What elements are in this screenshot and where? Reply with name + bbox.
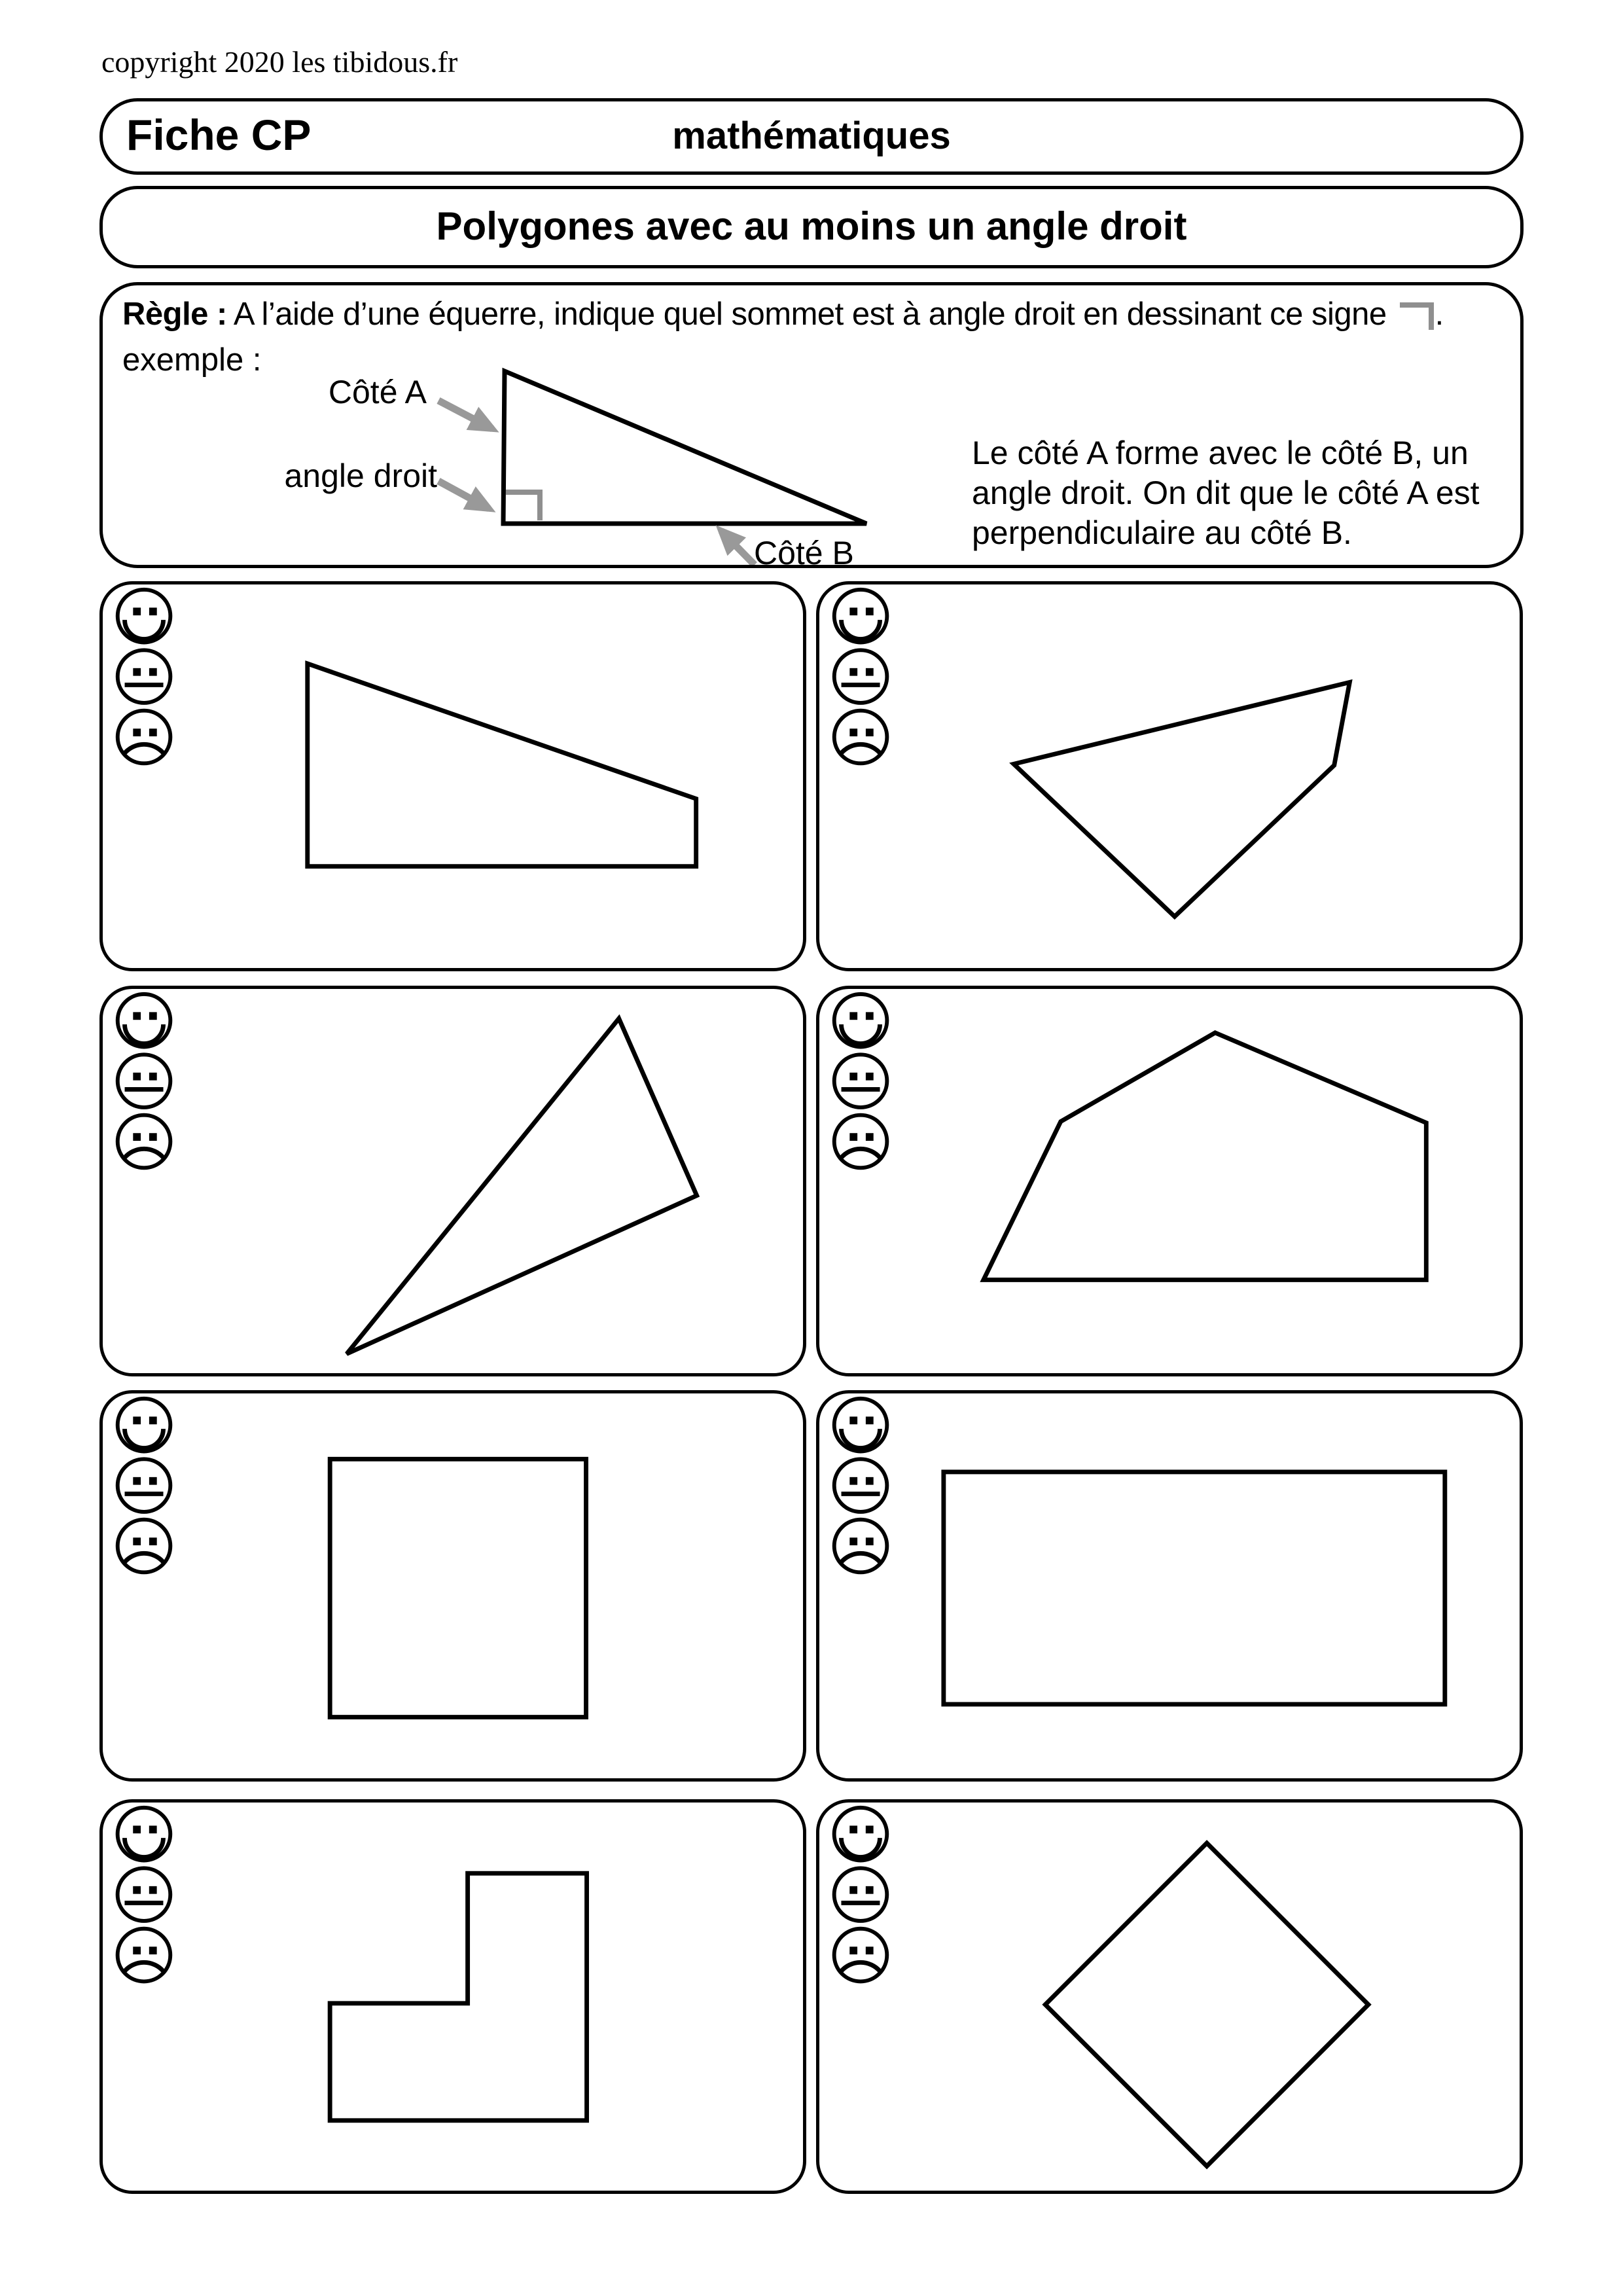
quadrilateral-shape <box>1014 682 1349 916</box>
rectangle-shape <box>944 1472 1445 1704</box>
rule-label: Règle : <box>122 296 227 332</box>
smiley-eye <box>849 728 857 736</box>
smiley-eye <box>866 607 874 615</box>
angle-droit-arrow-icon <box>438 481 489 509</box>
smiley-eye <box>849 1416 857 1424</box>
smile-mouth <box>125 620 164 639</box>
sad-smiley-icon <box>834 1520 887 1573</box>
page-title: Polygones avec au moins un angle droit <box>436 204 1187 249</box>
smiley-eye <box>149 1825 157 1833</box>
neutral-smiley-icon <box>834 1054 887 1107</box>
exercise-box-3 <box>99 986 806 1376</box>
happy-smiley-icon <box>834 1399 887 1452</box>
smiley-eye <box>866 1825 874 1833</box>
frown-mouth <box>125 1149 164 1157</box>
side-a-label: Côté A <box>328 374 427 410</box>
smiley-eye <box>133 1477 141 1485</box>
smiley-eye <box>849 1012 857 1020</box>
explanation-line-3: perpendiculaire au côté B. <box>972 514 1352 551</box>
smiley-eye <box>149 728 157 736</box>
frown-mouth <box>125 744 164 753</box>
smiley-eye <box>849 1477 857 1485</box>
subject-label: mathématiques <box>672 114 951 157</box>
title-box <box>99 186 1524 268</box>
sad-smiley-icon <box>834 1929 887 1982</box>
smiley-eye <box>849 1133 857 1141</box>
smiley-eye <box>866 1416 874 1424</box>
neutral-smiley-icon <box>118 1054 171 1107</box>
exercise-figure-8 <box>819 1803 1520 2191</box>
smiley-eye <box>866 1946 874 1954</box>
cote-a-arrow-icon <box>438 401 492 429</box>
smiley-eye <box>866 1012 874 1020</box>
smiley-eye <box>149 1416 157 1424</box>
smiley-eye <box>866 1073 874 1081</box>
smiley-eye <box>133 1133 141 1141</box>
smiley-eye <box>149 1886 157 1894</box>
smile-mouth <box>125 1429 164 1448</box>
neutral-smiley-icon <box>834 1459 887 1512</box>
smiley-eye <box>149 1012 157 1020</box>
explanation-text <box>972 433 1480 553</box>
exercise-box-5 <box>99 1390 806 1782</box>
pentagon-shape <box>984 1033 1426 1280</box>
smiley-eye <box>866 1133 874 1141</box>
smiley-eye <box>849 1073 857 1081</box>
side-b-label: Côté B <box>754 535 854 571</box>
neutral-smiley-icon <box>118 650 171 703</box>
smiley-eye <box>849 668 857 676</box>
exercise-figure-4 <box>819 989 1520 1373</box>
rule-suffix: . <box>1435 296 1444 332</box>
smiley-eye <box>849 1537 857 1545</box>
happy-smiley-icon <box>834 1808 887 1861</box>
smiley-eye <box>866 1537 874 1545</box>
example-triangle <box>503 371 866 524</box>
exercise-box-2 <box>816 581 1523 971</box>
smile-mouth <box>842 1429 880 1448</box>
quadrilateral-shape <box>308 664 696 867</box>
cote-b-arrow-icon <box>721 531 755 565</box>
smiley-eye <box>866 728 874 736</box>
frown-mouth <box>841 1962 880 1971</box>
smile-mouth <box>842 1024 880 1043</box>
smiley-eye <box>133 1886 141 1894</box>
sheet-level-label: Fiche CP <box>126 110 312 159</box>
frown-mouth <box>124 1962 163 1971</box>
copyright-text: copyright 2020 les tibidous.fr <box>101 45 458 79</box>
frown-mouth <box>842 1149 880 1157</box>
l-shape-shape <box>330 1873 586 2121</box>
exercise-figure-6 <box>819 1393 1520 1778</box>
smiley-eye <box>133 1946 141 1954</box>
exercise-figure-1 <box>103 584 803 968</box>
sad-smiley-icon <box>118 1929 171 1982</box>
smiley-eye <box>133 1416 141 1424</box>
exercise-box-6 <box>816 1390 1523 1782</box>
sad-smiley-icon <box>118 1115 171 1168</box>
smile-mouth <box>841 1838 880 1857</box>
explanation-line-1: Le côté A forme avec le côté B, un <box>972 435 1469 471</box>
header-box <box>99 98 1524 175</box>
exercise-box-1 <box>99 581 806 971</box>
frown-mouth <box>842 744 880 753</box>
example-label: exemple : <box>122 342 262 378</box>
exercise-box-4 <box>816 986 1523 1376</box>
smiley-eye <box>133 668 141 676</box>
exercise-figure-3 <box>103 989 803 1373</box>
smiley-eye <box>149 1537 157 1545</box>
exercise-figure-2 <box>819 584 1520 968</box>
neutral-smiley-icon <box>834 1868 887 1921</box>
rule-instruction: A l’aide d’une équerre, indique quel sommet est à angle droit en dessinant ce signe <box>233 296 1387 332</box>
triangle-shape <box>347 1018 697 1354</box>
smiley-eye <box>149 1073 157 1081</box>
smiley-eye <box>133 1073 141 1081</box>
diamond-shape <box>1045 1843 1368 2166</box>
happy-smiley-icon <box>834 994 887 1047</box>
frown-mouth <box>842 1553 880 1562</box>
smiley-eye <box>149 607 157 615</box>
smiley-eye <box>133 607 141 615</box>
right-angle-mark-icon <box>506 492 540 520</box>
sad-smiley-icon <box>118 711 171 764</box>
rule-box <box>99 282 1524 571</box>
smiley-eye <box>866 1886 874 1894</box>
smiley-eye <box>866 1477 874 1485</box>
smiley-eye <box>866 668 874 676</box>
smiley-eye <box>133 1537 141 1545</box>
frown-mouth <box>125 1553 164 1562</box>
explanation-line-2: angle droit. On dit que le côté A est <box>972 475 1480 511</box>
smile-mouth <box>124 1838 163 1857</box>
exercise-figure-7 <box>103 1803 803 2191</box>
neutral-smiley-icon <box>118 1868 171 1921</box>
smile-mouth <box>125 1024 164 1043</box>
sad-smiley-icon <box>118 1520 171 1573</box>
happy-smiley-icon <box>118 590 171 643</box>
exercise-box-8 <box>816 1799 1523 2194</box>
happy-smiley-icon <box>834 590 887 643</box>
smiley-eye <box>849 607 857 615</box>
sad-smiley-icon <box>834 711 887 764</box>
smiley-eye <box>133 1825 141 1833</box>
smiley-eye <box>133 1012 141 1020</box>
smiley-eye <box>149 1477 157 1485</box>
square-shape <box>330 1459 586 1717</box>
smiley-eye <box>133 728 141 736</box>
smiley-eye <box>149 668 157 676</box>
smiley-eye <box>149 1133 157 1141</box>
happy-smiley-icon <box>118 1399 171 1452</box>
smiley-eye <box>849 1946 857 1954</box>
smiley-eye <box>849 1886 857 1894</box>
exercise-figure-5 <box>103 1393 803 1778</box>
happy-smiley-icon <box>118 1808 171 1861</box>
neutral-smiley-icon <box>118 1459 171 1512</box>
smiley-eye <box>849 1825 857 1833</box>
exercise-box-7 <box>99 1799 806 2194</box>
smile-mouth <box>842 620 880 639</box>
happy-smiley-icon <box>118 994 171 1047</box>
angle-droit-label: angle droit <box>284 457 437 494</box>
smiley-eye <box>149 1946 157 1954</box>
sad-smiley-icon <box>834 1115 887 1168</box>
neutral-smiley-icon <box>834 650 887 703</box>
